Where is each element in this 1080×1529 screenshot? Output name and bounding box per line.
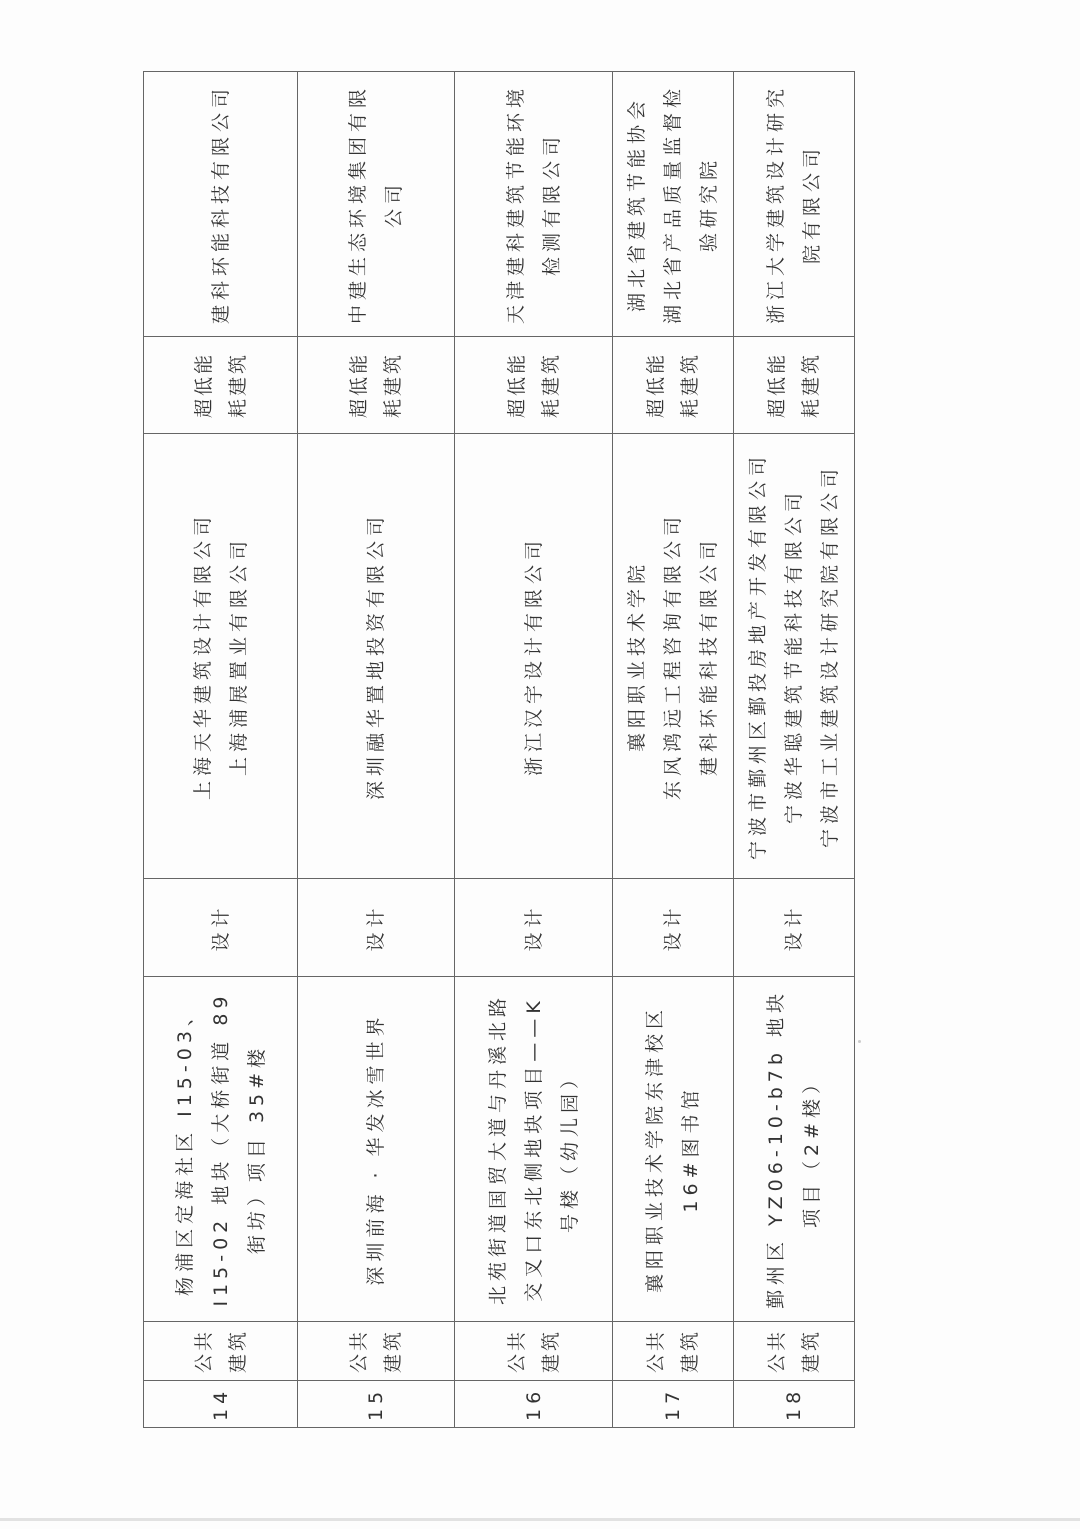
declarant-units xyxy=(455,434,613,879)
building-category: 公共建筑 xyxy=(298,1322,455,1381)
project-stage: 设计 xyxy=(144,879,298,977)
technology-type: 超低能耗建筑 xyxy=(298,337,455,434)
technology-type: 超低能耗建筑 xyxy=(734,337,855,434)
consultant: 湖北省产品质量监督检验研究院 xyxy=(662,84,720,325)
project-stage: 设计 xyxy=(734,879,855,977)
declarant: 宁波市工业建筑设计研究院有限公司 xyxy=(819,464,841,849)
row-number: 15 xyxy=(298,1381,455,1428)
consulting-unit xyxy=(455,72,613,337)
project-name: 北苑街道国贸大道与丹溪北路交叉口东北侧地块项目——K 号楼（幼儿园） xyxy=(455,977,613,1322)
building-category: 公共建筑 xyxy=(734,1322,855,1381)
declarant-units xyxy=(298,434,455,879)
declarant: 浙江汉宇设计有限公司 xyxy=(522,536,545,777)
table-row xyxy=(613,72,734,1428)
technology-type: 超低能耗建筑 xyxy=(455,337,613,434)
technology-type: 超低能耗建筑 xyxy=(613,337,734,434)
row-number: 17 xyxy=(613,1381,734,1428)
declarant: 上海浦展置业有限公司 xyxy=(227,536,250,777)
declarant: 建科环能科技有限公司 xyxy=(698,536,720,777)
building-category: 公共建筑 xyxy=(613,1322,734,1381)
declarant: 襄阳职业技术学院 xyxy=(626,560,648,753)
building-category: 公共建筑 xyxy=(144,1322,298,1381)
scan-edge xyxy=(0,1518,1080,1521)
rotated-table-wrapper xyxy=(143,72,846,1428)
declarant-units xyxy=(613,434,734,879)
row-number: 14 xyxy=(144,1381,298,1428)
consulting-unit xyxy=(613,72,734,337)
table-row xyxy=(298,72,455,1428)
declarant: 宁波市鄞州区鄞投房地产开发有限公司 xyxy=(747,452,769,861)
project-table xyxy=(143,71,855,1428)
row-number: 16 xyxy=(455,1381,613,1428)
project-stage: 设计 xyxy=(613,879,734,977)
declarant: 上海天华建筑设计有限公司 xyxy=(191,512,214,801)
declarant-units xyxy=(144,434,298,879)
project-stage: 设计 xyxy=(298,879,455,977)
consulting-unit xyxy=(144,72,298,337)
project-name: 杨浦区定海社区 I15-03、I15-02 地块（大桥街道 89 街坊）项目 35#楼 xyxy=(144,977,298,1322)
building-category: 公共建筑 xyxy=(455,1322,613,1381)
table-row xyxy=(144,72,298,1428)
declarant: 东风鸿远工程咨询有限公司 xyxy=(662,512,684,801)
row-number: 18 xyxy=(734,1381,855,1428)
consultant: 建科环能科技有限公司 xyxy=(209,84,232,325)
declarant: 宁波华聪建筑节能科技有限公司 xyxy=(783,488,805,825)
declarant-units xyxy=(734,434,855,879)
project-name: 鄞州区 YZ06-10-b7b 地块项目（2#楼） xyxy=(734,977,855,1322)
consulting-unit xyxy=(734,72,855,337)
consultant: 浙江大学建筑设计研究院有限公司 xyxy=(765,84,823,325)
consultant: 中建生态环境集团有限公司 xyxy=(347,84,405,325)
declarant: 深圳融华置地投资有限公司 xyxy=(365,512,387,801)
project-stage: 设计 xyxy=(455,879,613,977)
table-row xyxy=(455,72,613,1428)
technology-type: 超低能耗建筑 xyxy=(144,337,298,434)
scan-speck xyxy=(858,1040,861,1043)
project-name: 深圳前海 · 华发冰雪世界 xyxy=(298,977,455,1322)
project-name: 襄阳职业技术学院东津校区 16#图书馆 xyxy=(613,977,734,1322)
consultant: 天津建科建筑节能环境检测有限公司 xyxy=(504,84,563,325)
consultant: 湖北省建筑节能协会 xyxy=(626,96,648,313)
consulting-unit xyxy=(298,72,455,337)
table-row xyxy=(734,72,855,1428)
